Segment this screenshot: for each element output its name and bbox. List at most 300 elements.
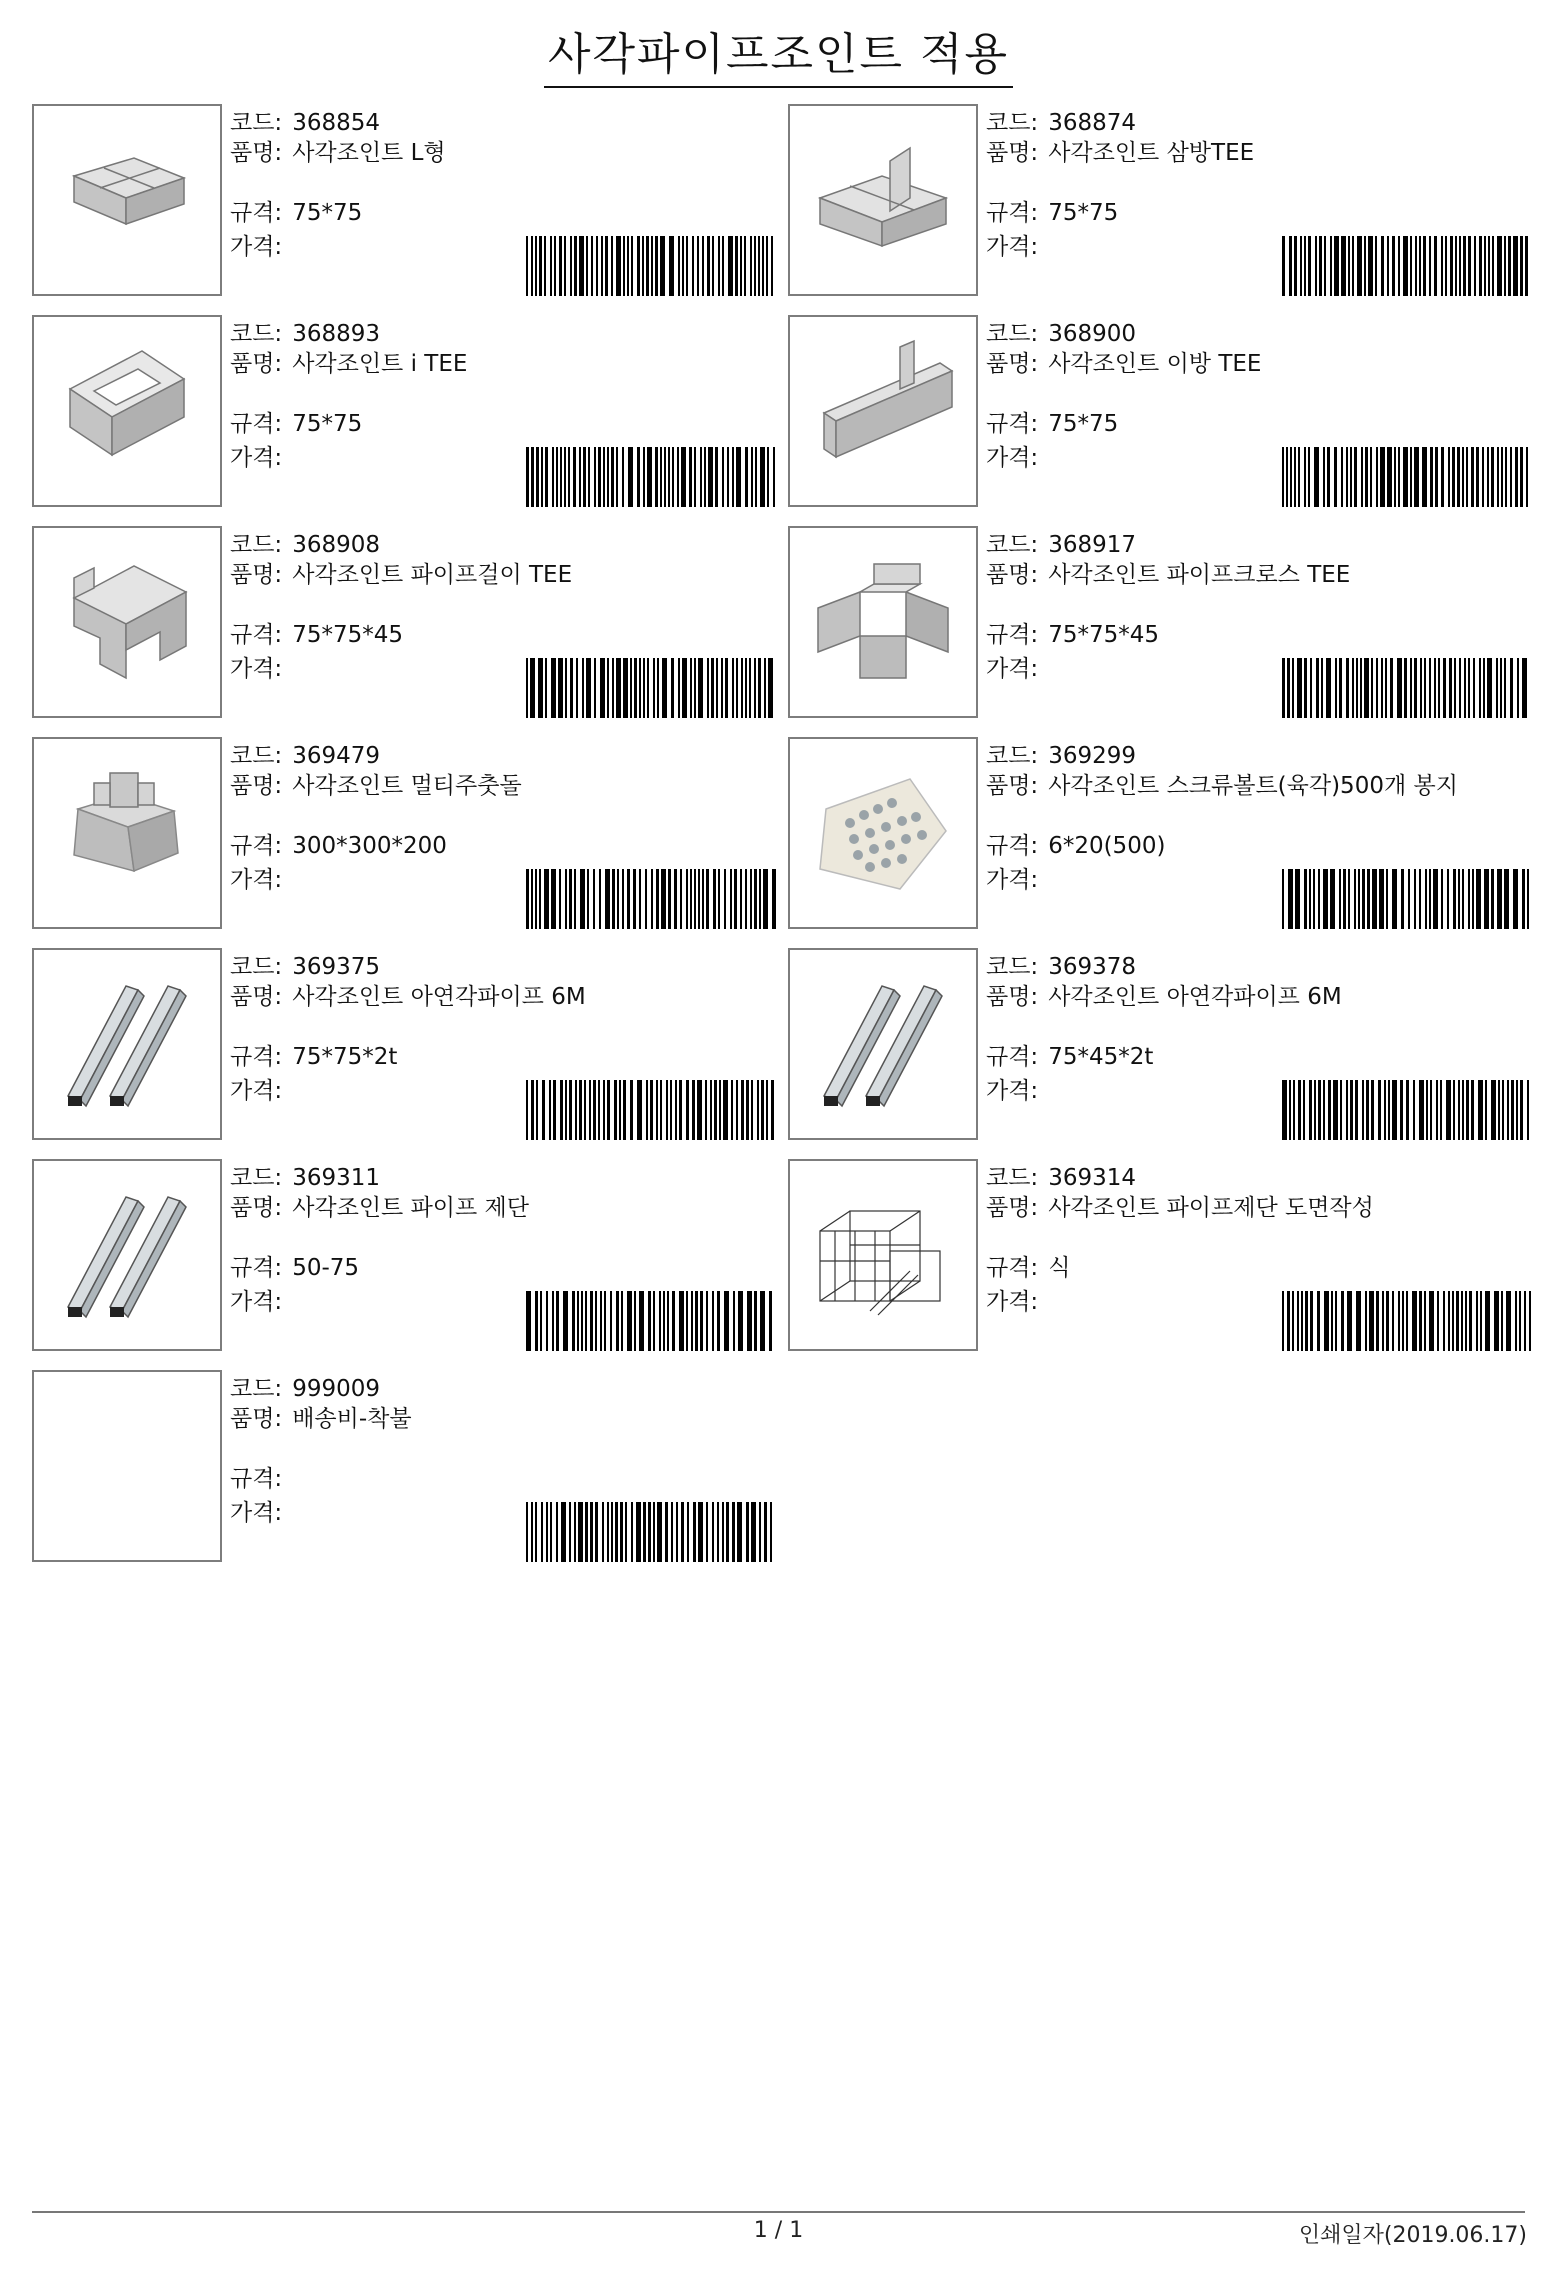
barcode-bar	[714, 1080, 717, 1140]
barcode-bar	[621, 1291, 623, 1351]
name-label: 품명:	[230, 351, 283, 377]
barcode-bar	[1506, 1291, 1511, 1351]
barcode-bar	[1364, 236, 1366, 296]
barcode-bar	[1282, 1291, 1284, 1351]
barcode-bar	[1449, 658, 1452, 718]
barcode-bar	[535, 236, 537, 296]
barcode-bar	[686, 869, 688, 929]
barcode-bar	[643, 447, 645, 507]
spec-label: 규격:	[230, 622, 283, 648]
barcode	[1282, 236, 1532, 296]
barcode-bar	[1497, 869, 1502, 929]
barcode-bar	[659, 1291, 661, 1351]
barcode-bar	[526, 1291, 531, 1351]
barcode-bar	[1419, 869, 1421, 929]
code-label: 코드:	[230, 1376, 283, 1402]
barcode-bar	[595, 1291, 597, 1351]
barcode-bar	[1297, 1291, 1299, 1351]
barcode-bar	[666, 1080, 668, 1140]
barcode-bar	[582, 658, 584, 718]
price-label: 가격:	[986, 656, 1039, 682]
barcode-bar	[616, 236, 621, 296]
product-thumbnail	[788, 737, 978, 929]
barcode-bar	[1315, 236, 1317, 296]
barcode-bar	[1485, 1291, 1490, 1351]
code-label: 코드:	[230, 954, 283, 980]
barcode-bar	[614, 1080, 617, 1140]
barcode-bar	[691, 1291, 693, 1351]
footer-divider	[32, 2211, 1525, 2213]
barcode-bar	[724, 1291, 729, 1351]
barcode-bar	[665, 1502, 668, 1562]
barcode-bar	[1419, 236, 1421, 296]
barcode-bar	[1446, 1080, 1451, 1140]
spec-value: 75*75*2t	[292, 1044, 398, 1070]
barcode-bar	[1508, 236, 1511, 296]
barcode-bar	[722, 236, 724, 296]
barcode-bar	[623, 236, 625, 296]
code-label: 코드:	[986, 532, 1039, 558]
barcode-bar	[738, 1291, 743, 1351]
barcode-bar	[580, 869, 585, 929]
barcode-bar	[1487, 447, 1489, 507]
barcode-bar	[563, 1291, 568, 1351]
barcode-bar	[698, 869, 700, 929]
barcode-bar	[653, 658, 655, 718]
barcode-bar	[651, 236, 653, 296]
barcode-bar	[734, 869, 737, 929]
barcode-bar	[1282, 447, 1284, 507]
barcode-bar	[1464, 658, 1466, 718]
product-thumbnail	[32, 737, 222, 929]
barcode-bar	[627, 1291, 632, 1351]
product-thumbnail	[788, 526, 978, 718]
barcode-bar	[535, 1291, 538, 1351]
barcode-bar	[681, 447, 686, 507]
barcode-bar	[692, 1080, 695, 1140]
barcode-bar	[772, 869, 776, 929]
barcode-bar	[718, 869, 720, 929]
barcode-bar	[1303, 1080, 1305, 1140]
barcode-bar	[1488, 236, 1490, 296]
barcode-bar	[526, 1080, 528, 1140]
barcode-bar	[598, 1080, 600, 1140]
code-label: 코드:	[986, 743, 1039, 769]
barcode-bar	[687, 1502, 689, 1562]
barcode-bar	[607, 1080, 610, 1140]
name-label: 품명:	[986, 562, 1039, 588]
barcode-bar	[607, 658, 609, 718]
barcode-bar	[561, 1502, 566, 1562]
barcode-bar	[740, 236, 742, 296]
barcode-bar	[1388, 1080, 1390, 1140]
barcode-bar	[1376, 1291, 1379, 1351]
barcode-bar	[598, 447, 601, 507]
barcode-bar	[1414, 869, 1416, 929]
barcode-bar	[1459, 658, 1461, 718]
barcode-bar	[1482, 447, 1484, 507]
barcode-bar	[634, 1291, 636, 1351]
barcode	[526, 1291, 776, 1351]
name-value: 사각조인트 이방 TEE	[1048, 351, 1262, 377]
barcode-bar	[639, 869, 641, 929]
barcode-bar	[611, 1502, 613, 1562]
barcode-bar	[668, 869, 671, 929]
barcode-bar	[1414, 658, 1417, 718]
barcode-bar	[1459, 236, 1461, 296]
barcode-bar	[604, 1291, 606, 1351]
barcode-bar	[1443, 658, 1446, 718]
code-value: 368917	[1048, 532, 1136, 558]
barcode-bar	[560, 1080, 563, 1140]
barcode-bar	[616, 658, 621, 718]
barcode-bar	[574, 1502, 576, 1562]
spec-value: 75*45*2t	[1048, 1044, 1154, 1070]
barcode-bar	[704, 447, 706, 507]
barcode-bar	[1310, 1291, 1313, 1351]
barcode-bar	[717, 1502, 719, 1562]
barcode-bar	[694, 658, 696, 718]
barcode-bar	[655, 447, 658, 507]
barcode-bar	[690, 869, 692, 929]
barcode-bar	[1483, 658, 1485, 718]
barcode-bar	[648, 1291, 651, 1351]
barcode-bar	[558, 658, 563, 718]
barcode-bar	[1466, 1080, 1469, 1140]
barcode-bar	[697, 1080, 702, 1140]
barcode-bar	[1419, 1080, 1424, 1140]
barcode-bar	[657, 658, 659, 718]
barcode-bar	[594, 658, 596, 718]
barcode-bar	[759, 1502, 761, 1562]
barcode-bar	[526, 658, 528, 718]
barcode-bar	[1355, 1080, 1358, 1140]
barcode-bar	[722, 1502, 724, 1562]
barcode-bar	[710, 1080, 712, 1140]
price-label: 가격:	[230, 867, 283, 893]
product-thumbnail	[32, 1159, 222, 1351]
barcode-bar	[1326, 658, 1331, 718]
barcode-bar	[526, 447, 529, 507]
barcode-bar	[546, 1502, 548, 1562]
barcode-bar	[1435, 447, 1438, 507]
barcode-bar	[645, 869, 647, 929]
barcode-bar	[1519, 1291, 1521, 1351]
barcode-bar	[1339, 658, 1342, 718]
barcode-bar	[1487, 658, 1492, 718]
barcode-bar	[627, 236, 629, 296]
barcode-bar	[1429, 869, 1431, 929]
barcode-bar	[1485, 1080, 1487, 1140]
barcode-bar	[695, 1291, 698, 1351]
product-card	[788, 1159, 1536, 1351]
barcode-bar	[677, 447, 679, 507]
price-label: 가격:	[230, 1078, 283, 1104]
spec-label: 규격:	[230, 1466, 283, 1492]
barcode-bar	[757, 1080, 759, 1140]
barcode-bar	[610, 1291, 612, 1351]
name-value: 사각조인트 삼방TEE	[1048, 140, 1255, 166]
barcode-bar	[1522, 869, 1525, 929]
barcode-bar	[728, 236, 733, 296]
spec-value: 75*75*45	[1048, 622, 1159, 648]
barcode-bar	[1465, 1291, 1467, 1351]
barcode-bar	[745, 869, 747, 929]
barcode-bar	[711, 658, 714, 718]
barcode-bar	[1343, 869, 1346, 929]
barcode-bar	[1350, 1080, 1353, 1140]
barcode-bar	[1293, 1080, 1295, 1140]
barcode-bar	[1429, 1291, 1434, 1351]
barcode-bar	[1350, 447, 1352, 507]
barcode-bar	[1339, 869, 1341, 929]
two-way-tee-icon	[790, 317, 976, 505]
barcode-bar	[1318, 1080, 1321, 1140]
barcode-bar	[1466, 447, 1468, 507]
name-label: 품명:	[230, 140, 283, 166]
name-label: 품명:	[986, 984, 1039, 1010]
barcode-bar	[612, 869, 615, 929]
code-label: 코드:	[986, 321, 1039, 347]
barcode-bar	[736, 1080, 738, 1140]
spec-label: 규격:	[230, 1255, 283, 1281]
barcode-bar	[1301, 1291, 1303, 1351]
product-card	[788, 737, 1536, 929]
barcode-bar	[767, 447, 769, 507]
barcode-bar	[601, 236, 603, 296]
frame-drawing-icon	[790, 1161, 976, 1349]
barcode-bar	[1304, 658, 1307, 718]
barcode-bar	[771, 236, 773, 296]
barcode-bar	[751, 1502, 756, 1562]
barcode-bar	[1323, 447, 1325, 507]
barcode-bar	[1354, 447, 1357, 507]
l-joint-icon	[34, 106, 220, 294]
code-label: 코드:	[230, 532, 283, 558]
barcode-bar	[585, 1291, 587, 1351]
barcode-bar	[1437, 1291, 1439, 1351]
barcode-bar	[612, 658, 614, 718]
barcode-bar	[1348, 236, 1350, 296]
barcode-bar	[628, 447, 633, 507]
product-thumbnail	[788, 315, 978, 507]
barcode-bar	[1361, 447, 1363, 507]
i-tee-icon	[34, 317, 220, 505]
barcode-bar	[1458, 869, 1460, 929]
barcode-bar	[740, 869, 742, 929]
barcode-bar	[590, 1502, 593, 1562]
barcode-bar	[1406, 1291, 1408, 1351]
barcode-bar	[1471, 1080, 1474, 1140]
barcode-bar	[616, 1291, 619, 1351]
barcode-bar	[551, 869, 556, 929]
barcode-bar	[1305, 1291, 1308, 1351]
barcode-bar	[583, 447, 586, 507]
barcode-bar	[732, 658, 734, 718]
barcode-bar	[1381, 236, 1384, 296]
barcode-bar	[1501, 1291, 1503, 1351]
barcode-bar	[1468, 236, 1471, 296]
barcode-bar	[667, 1291, 669, 1351]
code-value: 369378	[1048, 954, 1136, 980]
barcode-bar	[1309, 1080, 1312, 1140]
barcode-bar	[1430, 1080, 1432, 1140]
product-card	[32, 948, 780, 1140]
barcode-bar	[1289, 236, 1292, 296]
barcode-bar	[574, 869, 576, 929]
barcode-bar	[1327, 447, 1330, 507]
barcode-bar	[535, 869, 537, 929]
barcode-bar	[577, 1291, 579, 1351]
barcode-bar	[1520, 236, 1523, 296]
barcode-bar	[694, 447, 696, 507]
barcode-bar	[594, 447, 596, 507]
barcode-bar	[702, 236, 704, 296]
barcode-bar	[637, 1080, 642, 1140]
barcode-bar	[539, 869, 541, 929]
barcode-bar	[758, 658, 761, 718]
barcode-bar	[1478, 1080, 1483, 1140]
barcode-bar	[556, 447, 558, 507]
page-number: 1 / 1	[753, 2218, 804, 2243]
price-label: 가격:	[230, 656, 283, 682]
barcode-bar	[1392, 1080, 1397, 1140]
name-label: 품명:	[230, 773, 283, 799]
barcode-bar	[1356, 1291, 1361, 1351]
barcode-bar	[639, 658, 641, 718]
barcode	[526, 1502, 776, 1562]
barcode-bar	[544, 869, 549, 929]
barcode-bar	[1479, 658, 1481, 718]
barcode-bar	[1457, 447, 1460, 507]
barcode-bar	[1365, 447, 1368, 507]
barcode-bar	[1480, 1291, 1482, 1351]
barcode-bar	[651, 869, 653, 929]
barcode-bar	[1347, 1291, 1352, 1351]
barcode-bar	[599, 869, 601, 929]
barcode-bar	[591, 236, 593, 296]
barcode-bar	[707, 658, 709, 718]
barcode-bar	[754, 869, 757, 929]
price-label: 가격:	[230, 1500, 283, 1526]
barcode-bar	[1308, 236, 1311, 296]
barcode-bar	[1429, 236, 1431, 296]
barcode-bar	[1471, 447, 1474, 507]
barcode-bar	[686, 236, 688, 296]
barcode-bar	[1282, 236, 1285, 296]
barcode-bar	[1321, 658, 1323, 718]
spec-label: 규격:	[986, 833, 1039, 859]
barcode-bar	[671, 1502, 673, 1562]
barcode-bar	[770, 1502, 772, 1562]
barcode-bar	[672, 447, 674, 507]
barcode-bar	[1419, 1291, 1422, 1351]
barcode-bar	[1400, 1080, 1403, 1140]
product-card	[32, 526, 780, 718]
barcode-bar	[642, 236, 644, 296]
barcode-bar	[653, 1502, 655, 1562]
barcode-bar	[1520, 1080, 1523, 1140]
barcode-bar	[623, 1080, 626, 1140]
barcode-bar	[1516, 1080, 1518, 1140]
barcode-bar	[708, 447, 713, 507]
barcode-bar	[735, 236, 738, 296]
barcode-bar	[1513, 236, 1518, 296]
barcode-bar	[538, 658, 543, 718]
barcode-bar	[769, 1291, 772, 1351]
barcode-bar	[535, 1502, 537, 1562]
barcode-bar	[1346, 1080, 1348, 1140]
barcode-bar	[1310, 658, 1312, 718]
barcode-bar	[560, 447, 562, 507]
barcode-bar	[1392, 236, 1395, 296]
product-card	[788, 104, 1536, 296]
product-thumbnail	[788, 104, 978, 296]
spec-value: 75*75	[292, 200, 363, 226]
product-card	[32, 104, 780, 296]
barcode-bar	[763, 869, 768, 929]
barcode-bar	[1424, 1291, 1426, 1351]
product-card	[32, 1159, 780, 1351]
barcode-bar	[744, 236, 746, 296]
barcode-bar	[663, 1291, 665, 1351]
barcode-bar	[1510, 447, 1512, 507]
barcode-bar	[564, 236, 566, 296]
barcode-bar	[631, 1502, 633, 1562]
barcode-bar	[1517, 658, 1519, 718]
barcode-bar	[773, 447, 775, 507]
barcode-bar	[1375, 236, 1377, 296]
barcode-bar	[570, 236, 572, 296]
barcode-bar	[1402, 1291, 1404, 1351]
code-label: 코드:	[986, 1165, 1039, 1191]
barcode-bar	[751, 447, 753, 507]
barcode-bar	[1448, 1291, 1450, 1351]
barcode-bar	[1468, 869, 1470, 929]
barcode-bar	[564, 447, 566, 507]
barcode-bar	[541, 447, 543, 507]
barcode-bar	[590, 1291, 593, 1351]
barcode-bar	[1527, 1080, 1529, 1140]
barcode-bar	[1436, 1080, 1438, 1140]
name-value: 사각조인트 스크류볼트(육각)500개 봉지	[1048, 773, 1458, 799]
barcode-bar	[771, 1080, 774, 1140]
barcode-bar	[661, 869, 666, 929]
barcode-bar	[575, 1080, 577, 1140]
barcode-bar	[1397, 658, 1402, 718]
barcode-bar	[550, 1502, 552, 1562]
product-thumbnail	[32, 104, 222, 296]
barcode-bar	[1314, 447, 1319, 507]
barcode-bar	[653, 1291, 655, 1351]
barcode-bar	[698, 1502, 703, 1562]
barcode-bar	[1484, 236, 1486, 296]
barcode-bar	[1445, 236, 1447, 296]
barcode-bar	[1352, 236, 1354, 296]
barcode-bar	[1504, 658, 1506, 718]
barcode-bar	[736, 658, 738, 718]
barcode-bar	[1496, 658, 1498, 718]
barcode-bar	[1425, 869, 1427, 929]
barcode-bar	[1413, 1080, 1415, 1140]
barcode-bar	[768, 658, 773, 718]
barcode-bar	[1515, 1291, 1517, 1351]
barcode-bar	[1387, 236, 1389, 296]
barcode-bar	[1491, 447, 1494, 507]
barcode-bar	[1410, 658, 1412, 718]
barcode-bar	[707, 236, 710, 296]
barcode-bar	[531, 1080, 534, 1140]
